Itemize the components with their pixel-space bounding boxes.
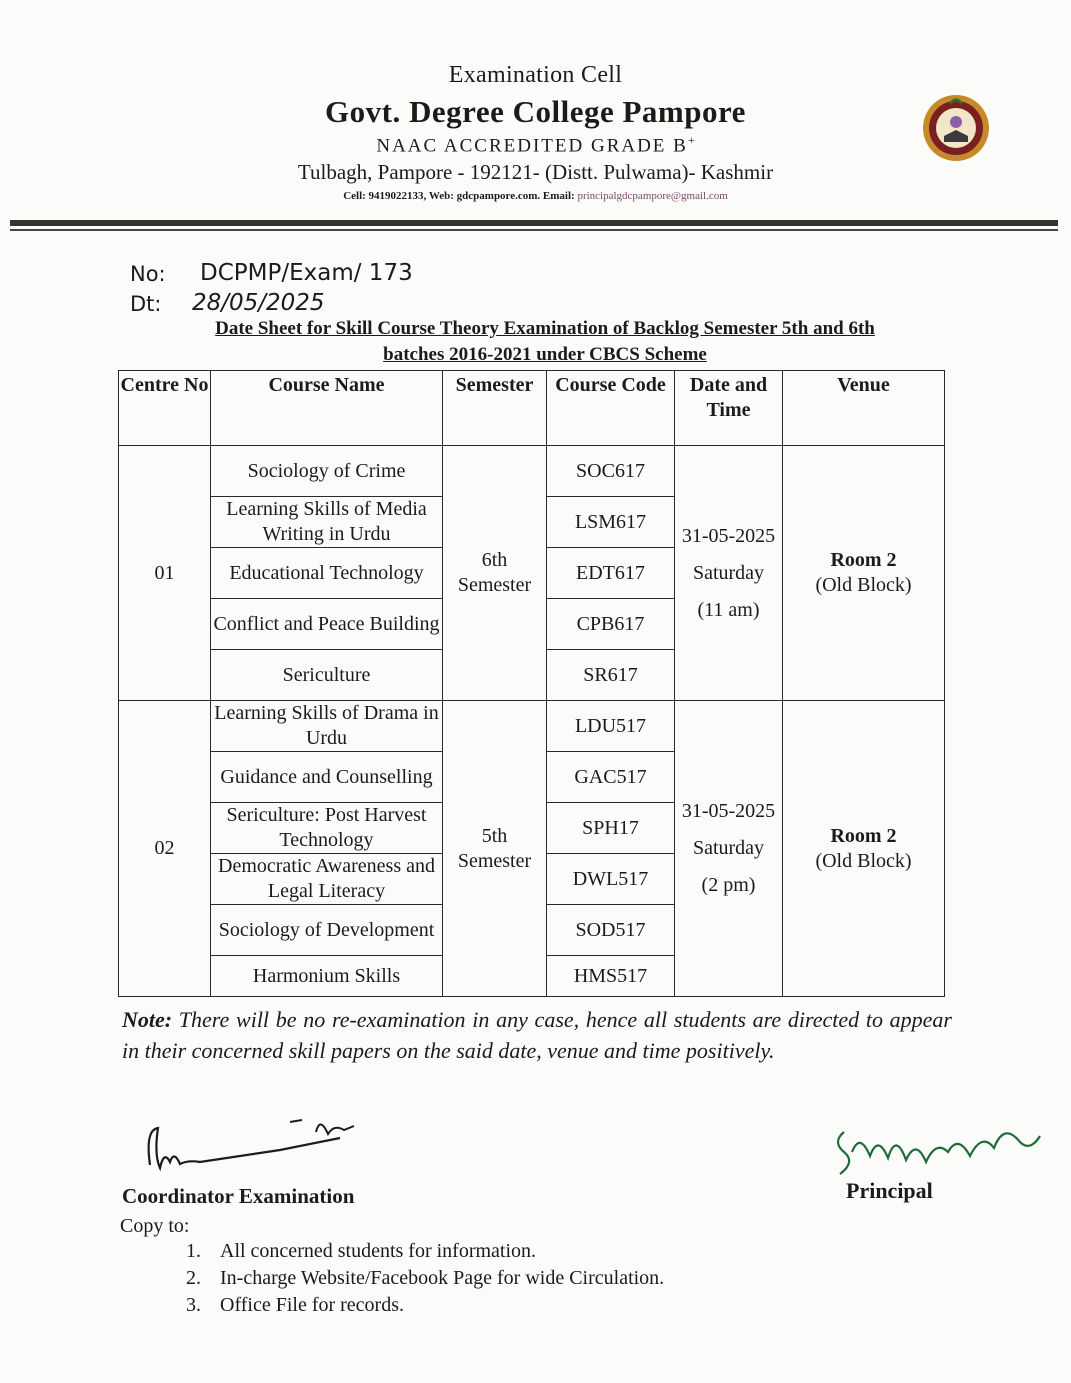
office-name: Examination Cell [448, 62, 623, 88]
semester-cell: 5th Semester [443, 701, 547, 997]
list-item: 2. In-charge Website/Facebook Page for wide Circulation. [186, 1267, 665, 1289]
header-rule-thin [10, 229, 1058, 231]
accreditation: NAAC ACCREDITED GRADE B+ [376, 133, 695, 157]
course-name-cell: Educational Technology [211, 548, 443, 599]
course-name-cell: Sericulture [211, 650, 443, 701]
exam-note [122, 1004, 952, 1066]
course-name-cell: Sociology of Development [211, 905, 443, 956]
datesheet-subtitle: batches 2016-2021 under CBCS Scheme [383, 344, 707, 365]
course-code-cell: SR617 [547, 650, 675, 701]
course-code-cell: DWL517 [547, 854, 675, 905]
header-course-code: Course Code [547, 371, 675, 446]
course-code-cell: SPH17 [547, 803, 675, 854]
course-code-cell: EDT617 [547, 548, 675, 599]
email-address: principalgdcpampore@gmail.com [577, 190, 728, 202]
course-name-cell: Harmonium Skills [211, 956, 443, 997]
centre-cell: 01 [119, 446, 211, 701]
coordinator-signature [140, 1110, 380, 1180]
course-code-cell: CPB617 [547, 599, 675, 650]
ref-no-value: DCPMP/Exam/ 173 [200, 260, 413, 286]
exam-date: 31-05-2025 [681, 800, 776, 822]
venue-cell [783, 446, 945, 701]
table-header-row [119, 371, 945, 446]
course-name-cell: Sociology of Crime [211, 446, 443, 497]
course-name-cell: Sericulture: Post Harvest Technology [211, 803, 443, 854]
college-contact: Cell: 9419022133, Web: gdcpampore.com. Email: principalgdcpampore@gmail.com [343, 190, 728, 202]
header-centre: Centre No [119, 371, 211, 446]
list-item: 1. All concerned students for information. [186, 1240, 537, 1262]
course-name-cell: Conflict and Peace Building [211, 599, 443, 650]
course-code-cell: LSM617 [547, 497, 675, 548]
venue-room: Room 2 [830, 824, 897, 847]
course-code-cell: SOD517 [547, 905, 675, 956]
header-rule [10, 220, 1058, 226]
header-date-time: Date and Time [675, 371, 783, 446]
course-code-cell: SOC617 [547, 446, 675, 497]
course-name-cell: Learning Skills of Drama in Urdu [211, 701, 443, 752]
date-time-cell [675, 446, 783, 701]
copy-to-list [186, 1238, 664, 1319]
datesheet-table [118, 370, 945, 997]
exam-date: 31-05-2025 [681, 524, 776, 547]
course-code-cell: GAC517 [547, 752, 675, 803]
college-address: Tulbagh, Pampore - 192121- (Distt. Pulwama)- Kashmir [297, 160, 774, 184]
note-text: There will be no re-examination in any case, hence all students are directed to appear in their concerned skill papers on the said date, venue and time positively. [122, 1007, 952, 1063]
course-name-cell: Learning Skills of Media Writing in Urdu [211, 497, 443, 548]
principal-signature [830, 1112, 1045, 1182]
exam-day: Saturday [692, 561, 765, 584]
exam-time: (11 am) [697, 598, 760, 621]
venue-room: Room 2 [830, 549, 897, 571]
datesheet-title: Date Sheet for Skill Course Theory Examination of Backlog Semester 5th and 6th [215, 318, 875, 339]
college-seal-logo [920, 92, 992, 164]
course-name-cell: Democratic Awareness and Legal Literacy [211, 854, 443, 905]
header-venue: Venue [783, 371, 945, 446]
coordinator-title: Coordinator Examination [122, 1184, 355, 1208]
centre-cell: 02 [119, 701, 211, 997]
table-row [119, 446, 945, 497]
venue-cell [783, 701, 945, 997]
copy-to-label: Copy to: [120, 1215, 190, 1237]
ref-no-label: No: [130, 262, 166, 286]
exam-time: (2 pm) [701, 874, 756, 896]
table-row [119, 701, 945, 752]
list-item: 3. Office File for records. [186, 1294, 405, 1316]
venue-block: (Old Block) [815, 574, 912, 596]
semester-cell: 6th Semester [443, 446, 547, 701]
header-semester: Semester [443, 371, 547, 446]
principal-title: Principal [846, 1178, 933, 1203]
ref-date-label: Dt: [130, 292, 162, 316]
exam-day: Saturday [692, 837, 765, 859]
date-time-cell [675, 701, 783, 997]
venue-block: (Old Block) [815, 849, 912, 872]
header-course-name: Course Name [211, 371, 443, 446]
ref-date-value: 28/05/2025 [192, 290, 325, 316]
course-code-cell: LDU517 [547, 701, 675, 752]
course-name-cell: Guidance and Counselling [211, 752, 443, 803]
college-name: Govt. Degree College Pampore [325, 94, 746, 129]
note-label: Note: [122, 1007, 173, 1032]
course-code-cell: HMS517 [547, 956, 675, 997]
